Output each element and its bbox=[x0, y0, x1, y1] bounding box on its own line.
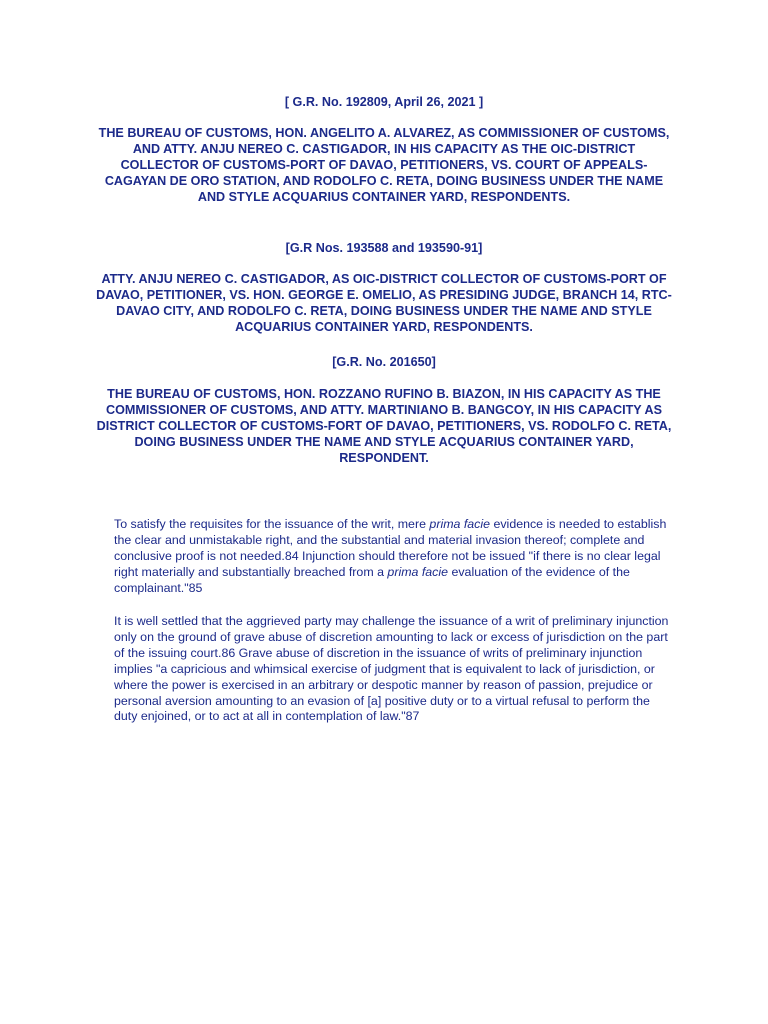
case-header-2-block bbox=[96, 240, 672, 256]
case-header-1: [ G.R. No. 192809, April 26, 2021 ] bbox=[284, 95, 484, 109]
case-header-1-block bbox=[96, 94, 672, 110]
case-header-3: [G.R. No. 201650] bbox=[332, 355, 436, 369]
body-paragraph-2: It is well settled that the aggrieved party may challenge the issuance of a writ of preliminary injunction only on the ground of grave abuse of discretion amounting to lack or excess of jurisdiction on the part of the issuing court.86 Grave abuse of discretion in the issuance of writs of preliminary injunction implies "a capricious and whimsical exercise of judgment that is equivalent to lack of jurisdiction, or where the power is exercised in an arbitrary or despotic manner by reason of passion, prejudice or personal aversion amounting to an evasion of [a] positive duty or to a virtual refusal to perform the duty enjoined, or to act at all in contemplation of law."87 bbox=[114, 614, 669, 724]
paragraph-1-italic-1: prima facie bbox=[429, 517, 491, 531]
case-title-2: ATTY. ANJU NEREO C. CASTIGADOR, AS OIC-DISTRICT COLLECTOR OF CUSTOMS-PORT OF DAVAO, PETITIONER, VS. HON. GEORGE E. OMELIO, AS PRESIDING JUDGE, BRANCH 14, RTC-DAVAO CITY, AND RODOLFO C. RETA, DOING BUSINESS UNDER THE NAME AND STYLE ACQUARIUS CONTAINER YARD, RESPONDENTS. bbox=[96, 272, 672, 334]
case-title-1: THE BUREAU OF CUSTOMS, HON. ANGELITO A. ALVAREZ, AS COMMISSIONER OF CUSTOMS, AND ATTY. ANJU NEREO C. CASTIGADOR, IN HIS CAPACITY AS THE OIC-DISTRICT COLLECTOR OF CUSTOMS-PORT OF DAVAO, PETITIONERS, VS. COURT OF APPEALS-CAGAYAN DE ORO STATION, AND RODOLFO C. RETA, DOING BUSINESS UNDER THE NAME AND STYLE ACQUARIUS CONTAINER YARD, RESPONDENTS. bbox=[98, 126, 670, 204]
case-title-1-block bbox=[96, 125, 672, 205]
body-paragraph-1-block bbox=[114, 517, 674, 597]
case-header-2: [G.R Nos. 193588 and 193590-91] bbox=[285, 241, 483, 255]
body-paragraph-2-block bbox=[114, 614, 674, 725]
paragraph-1-part-2: evidence is needed to establish the clear and unmistakable right, and the substantial and material invasion thereof; complete and conclusive proof is not needed.84 Injunction should therefore not be issued "if there is no clear legal right materially and substantially breached from a bbox=[114, 517, 667, 579]
paragraph-1-part-3: evaluation of the evidence of the complainant."85 bbox=[114, 564, 630, 595]
case-header-3-block bbox=[96, 354, 672, 370]
case-title-3: THE BUREAU OF CUSTOMS, HON. ROZZANO RUFINO B. BIAZON, IN HIS CAPACITY AS THE COMMISSIONER OF CUSTOMS, AND ATTY. MARTINIANO B. BANGCOY, IN HIS CAPACITY AS DISTRICT COLLECTOR OF CUSTOMS-FORT OF DAVAO, PETITIONERS, VS. RODOLFO C. RETA, DOING BUSINESS UNDER THE NAME AND STYLE ACQUARIUS CONTAINER YARD, RESPONDENT. bbox=[96, 387, 672, 465]
case-title-3-block bbox=[96, 386, 672, 466]
case-title-2-block bbox=[96, 271, 672, 335]
paragraph-1-part-1: To satisfy the requisites for the issuance of the writ, mere bbox=[114, 517, 430, 531]
body-paragraph-1 bbox=[114, 517, 674, 597]
paragraph-1-italic-2: prima facie bbox=[387, 564, 449, 579]
